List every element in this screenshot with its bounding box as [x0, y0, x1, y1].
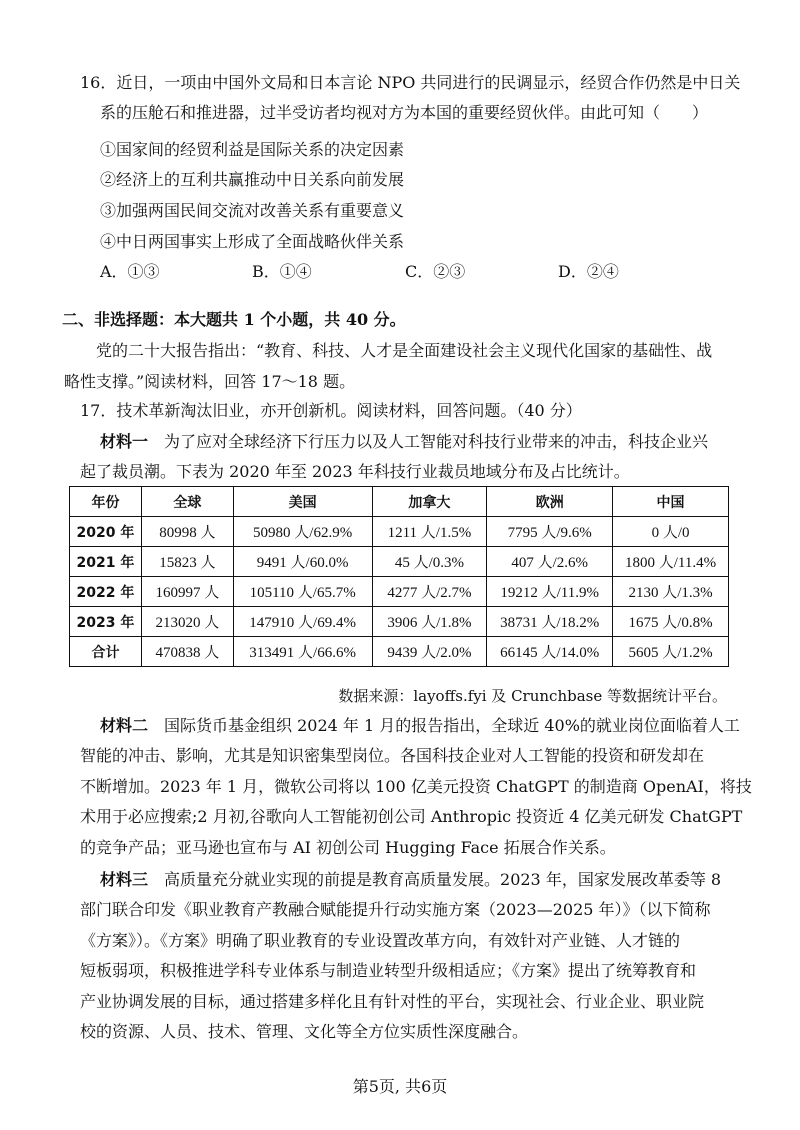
table-source: 数据来源：layoffs.fyi 及 Crunchbase 等数据统计平台。 — [338, 687, 727, 705]
table-row — [70, 547, 729, 577]
table-cell: 1211 人/1.5% — [372, 517, 487, 547]
table-cell: 50980 人/62.9% — [233, 517, 372, 547]
material2-line2: 智能的冲击、影响，尤其是知识密集型岗位。各国科技企业对人工智能的投资和研发却在 — [80, 746, 705, 765]
material2-line4: 术用于必应搜索;2 月初,谷歌向人工智能初创公司 Anthropic 投资近 4 亿美元研发 ChatGPT — [80, 807, 743, 826]
table-cell: 147910 人/69.4% — [233, 607, 372, 637]
section2-intro-line2: 略性支撑。”阅读材料，回答 17～18 题。 — [64, 372, 356, 391]
material1-text1: 为了应对全球经济下行压力以及人工智能对科技行业带来的冲击，科技企业兴 — [148, 432, 709, 451]
table-row — [70, 517, 729, 547]
q16-statement-1: ①国家间的经贸利益是国际关系的决定因素 — [100, 140, 405, 159]
table-row-total — [70, 637, 729, 667]
layoff-table — [69, 486, 729, 667]
q16-statement-4: ④中日两国事实上形成了全面战略伙伴关系 — [100, 232, 405, 251]
header-china: 中国 — [613, 487, 729, 517]
material2-label: 材料二 — [100, 716, 149, 735]
material3-line5: 产业协调发展的目标，通过搭建多样化且有针对性的平台，实现社会、行业企业、职业院 — [80, 992, 705, 1011]
material2-line3: 不断增加。2023 年 1 月，微软公司将以 100 亿美元投资 ChatGPT 的制造商 OpenAI，将技 — [80, 777, 752, 796]
section2-heading: 二、非选择题：本大题共 1 个小题，共 40 分。 — [62, 310, 406, 329]
header-europe: 欧洲 — [487, 487, 613, 517]
material3-text1: 高质量充分就业实现的前提是教育高质量发展。2023 年，国家发展改革委等 8 — [148, 870, 722, 889]
table-cell: 7795 人/9.6% — [487, 517, 613, 547]
table-cell: 0 人/0 — [613, 517, 729, 547]
table-cell: 80998 人 — [141, 517, 233, 547]
header-usa: 美国 — [233, 487, 372, 517]
table-cell: 3906 人/1.8% — [372, 607, 487, 637]
choice-c[interactable]: C．②③ — [405, 262, 466, 281]
table-cell: 4277 人/2.7% — [372, 577, 487, 607]
table-cell: 45 人/0.3% — [372, 547, 487, 577]
table-cell: 470838 人 — [141, 637, 233, 667]
material3-line3: 《方案》）。《方案》明确了职业教育的专业设置改革方向，有效针对产业链、人才链的 — [80, 931, 681, 950]
material1-line2: 起了裁员潮。下表为 2020 年至 2023 年科技行业裁员地域分布及占比统计。 — [80, 462, 630, 481]
material1-line1 — [100, 432, 708, 452]
page-number: 第5页, 共6页 — [352, 1077, 448, 1096]
table-cell: 5605 人/1.2% — [613, 637, 729, 667]
material3-line1 — [100, 870, 721, 890]
table-header-row — [70, 487, 729, 517]
table-cell: 2020 年 — [70, 517, 142, 547]
table-cell: 213020 人 — [141, 607, 233, 637]
section2-intro-line1: 党的二十大报告指出：“教育、科技、人才是全面建设社会主义现代化国家的基础性、战 — [96, 341, 713, 360]
material1-label: 材料一 — [100, 432, 149, 451]
choice-a[interactable]: A．①③ — [100, 262, 160, 281]
table-cell: 2022 年 — [70, 577, 142, 607]
table-cell: 2023 年 — [70, 607, 142, 637]
material2-text1: 国际货币基金组织 2024 年 1 月的报告指出，全球近 40%的就业岗位面临着人工 — [148, 716, 740, 735]
q16-stem-line1: 16．近日，一项由中国外文局和日本言论 NPO 共同进行的民调显示，经贸合作仍然是中日关 — [80, 73, 741, 92]
table-cell: 1675 人/0.8% — [613, 607, 729, 637]
table-cell: 15823 人 — [141, 547, 233, 577]
table-cell: 105110 人/65.7% — [233, 577, 372, 607]
material3-line2: 部门联合印发《职业教育产教融合赋能提升行动实施方案（2023—2025 年）》（以下简称 — [80, 900, 711, 919]
table-cell: 160997 人 — [141, 577, 233, 607]
header-global: 全球 — [141, 487, 233, 517]
table-cell: 9491 人/60.0% — [233, 547, 372, 577]
q16-statement-3: ③加强两国民间交流对改善关系有重要意义 — [100, 201, 405, 220]
material3-line4: 短板弱项，积极推进学科专业体系与制造业转型升级相适应；《方案》提出了统筹教育和 — [80, 961, 697, 980]
material2-line5: 的竞争产品；亚马逊也宣布与 AI 初创公司 Hugging Face 拓展合作关系。 — [80, 838, 616, 857]
q17-stem: 17．技术革新淘汰旧业，亦开创新机。阅读材料，回答问题。（40 分） — [80, 401, 582, 420]
table-row — [70, 607, 729, 637]
q16-statement-2: ②经济上的互利共赢推动中日关系向前发展 — [100, 170, 405, 189]
table-row — [70, 577, 729, 607]
table-cell: 1800 人/11.4% — [613, 547, 729, 577]
material3-label: 材料三 — [100, 870, 149, 889]
material3-line6: 校的资源、人员、技术、管理、文化等全方位实质性深度融合。 — [80, 1022, 529, 1041]
table-cell: 313491 人/66.6% — [233, 637, 372, 667]
material2-line1 — [100, 716, 740, 736]
table-cell: 66145 人/14.0% — [487, 637, 613, 667]
table-cell: 407 人/2.6% — [487, 547, 613, 577]
choice-d[interactable]: D．②④ — [558, 262, 619, 281]
table-cell: 38731 人/18.2% — [487, 607, 613, 637]
q16-stem-line2: 系的压舱石和推进器，过半受访者均视对方为本国的重要经贸伙伴。由此可知（ ） — [100, 103, 709, 122]
header-year: 年份 — [70, 487, 142, 517]
table-cell: 9439 人/2.0% — [372, 637, 487, 667]
header-canada: 加拿大 — [372, 487, 487, 517]
table-cell: 19212 人/11.9% — [487, 577, 613, 607]
table-cell: 2021 年 — [70, 547, 142, 577]
choice-b[interactable]: B．①④ — [252, 262, 312, 281]
table-cell: 2130 人/1.3% — [613, 577, 729, 607]
table-cell: 合计 — [70, 637, 142, 667]
